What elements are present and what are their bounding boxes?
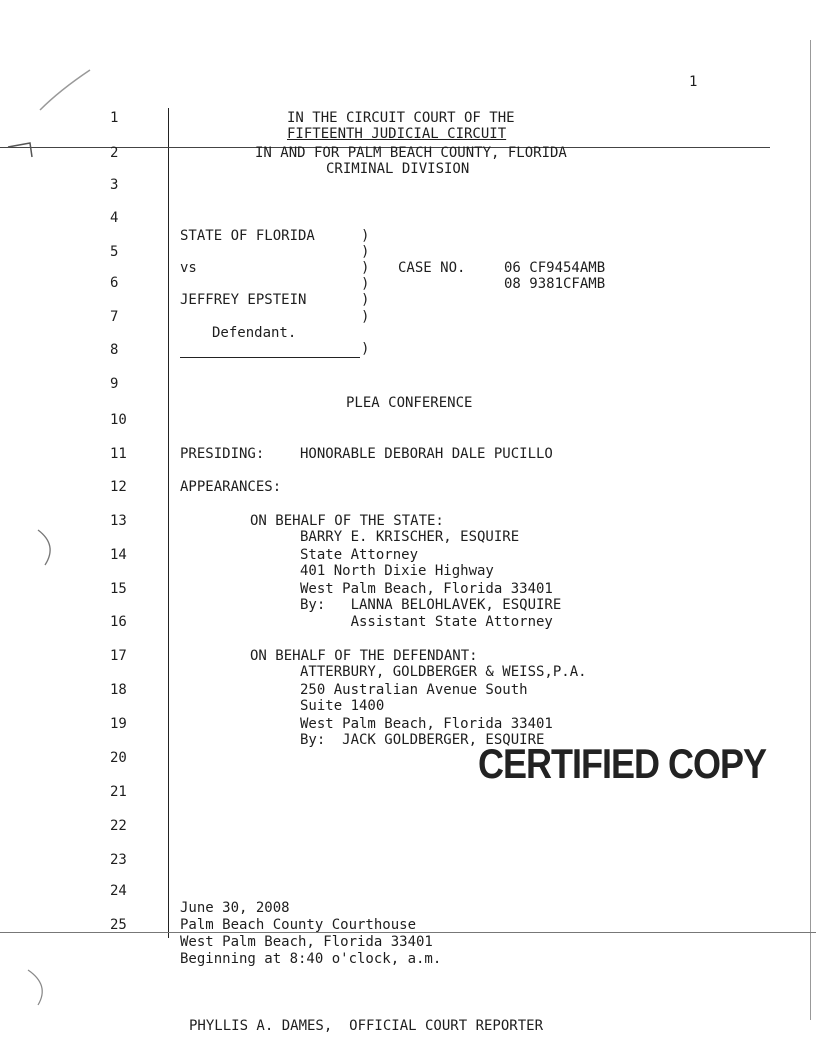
case-number-2: 08 9381CFAMB (504, 276, 606, 292)
line-number: 7 (110, 309, 119, 325)
state-line: West Palm Beach, Florida 33401 (300, 581, 553, 597)
court-reporter-footer: PHYLLIS A. DAMES, OFFICIAL COURT REPORTER (189, 1018, 544, 1034)
presiding-label: PRESIDING: (180, 446, 265, 462)
defense-line: 250 Australian Avenue South (300, 682, 528, 698)
proceeding-city: West Palm Beach, Florida 33401 (180, 934, 433, 950)
presiding-judge: HONORABLE DEBORAH DALE PUCILLO (300, 446, 553, 462)
defense-line: ATTERBURY, GOLDBERGER & WEISS,P.A. (300, 664, 587, 680)
proceeding-location: Palm Beach County Courthouse (180, 917, 417, 933)
margin-scribble-mark (20, 960, 60, 1010)
caption-bracket: ) (361, 309, 370, 325)
court-header-line-4: CRIMINAL DIVISION (326, 161, 470, 177)
line-number: 21 (110, 784, 127, 800)
line-number: 23 (110, 852, 127, 868)
line-number: 6 (110, 275, 119, 291)
line-number: 24 (110, 883, 127, 899)
line-number: 11 (110, 446, 127, 462)
state-line: State Attorney (300, 547, 419, 563)
caption-bracket: ) (361, 228, 370, 244)
line-number: 14 (110, 547, 127, 563)
proceeding-time: Beginning at 8:40 o'clock, a.m. (180, 951, 442, 967)
line-number: 3 (110, 177, 119, 193)
caption-bracket: ) (361, 244, 370, 260)
case-number-label: CASE NO. (398, 260, 466, 276)
proceeding-date: June 30, 2008 (180, 900, 290, 916)
line-number: 8 (110, 342, 119, 358)
state-line: BARRY E. KRISCHER, ESQUIRE (300, 529, 520, 545)
margin-scribble-mark (30, 525, 70, 570)
caption-vs: vs (180, 260, 197, 276)
caption-bracket: ) (361, 276, 370, 292)
state-line: 401 North Dixie Highway (300, 563, 494, 579)
left-margin-rule (168, 108, 169, 938)
line-number: 5 (110, 244, 119, 260)
defense-line: West Palm Beach, Florida 33401 (300, 716, 553, 732)
line-number: 17 (110, 648, 127, 664)
line-number: 22 (110, 818, 127, 834)
line-number: 10 (110, 412, 127, 428)
appearances-label: APPEARANCES: (180, 479, 282, 495)
line-number: 25 (110, 917, 127, 933)
line-number: 2 (110, 145, 119, 161)
line-number: 12 (110, 479, 127, 495)
defense-heading: ON BEHALF OF THE DEFENDANT: (250, 648, 478, 664)
line-number: 9 (110, 376, 119, 392)
line-number: 20 (110, 750, 127, 766)
case-number-1: 06 CF9454AMB (504, 260, 606, 276)
state-line: Assistant State Attorney (300, 614, 553, 630)
state-heading: ON BEHALF OF THE STATE: (250, 513, 444, 529)
certified-copy-stamp: CERTIFIED COPY (478, 740, 767, 788)
proceeding-title: PLEA CONFERENCE (346, 395, 473, 411)
right-page-edge (810, 40, 811, 1020)
caption-underline (180, 357, 360, 358)
caption-defendant-name: JEFFREY EPSTEIN (180, 292, 307, 308)
court-header-line-1: IN THE CIRCUIT COURT OF THE (287, 110, 515, 126)
caption-bracket: ) (361, 292, 370, 308)
corner-bracket-mark (0, 135, 50, 165)
state-line: By: LANNA BELOHLAVEK, ESQUIRE (300, 597, 562, 613)
scan-mark (30, 60, 110, 120)
court-header-line-2: FIFTEENTH JUDICIAL CIRCUIT (287, 126, 507, 142)
court-header-line-3: IN AND FOR PALM BEACH COUNTY, FLORIDA (255, 145, 567, 161)
caption-bracket: ) (361, 260, 370, 276)
line-number: 16 (110, 614, 127, 630)
defense-line: By: JACK GOLDBERGER, ESQUIRE (300, 732, 545, 748)
line-number: 1 (110, 110, 119, 126)
line-number: 13 (110, 513, 127, 529)
line-number: 4 (110, 210, 119, 226)
caption-bracket: ) (361, 341, 370, 357)
caption-plaintiff: STATE OF FLORIDA (180, 228, 315, 244)
defense-line: Suite 1400 (300, 698, 385, 714)
line-number: 18 (110, 682, 127, 698)
line-number: 19 (110, 716, 127, 732)
caption-defendant-label: Defendant. (212, 325, 297, 341)
line-number: 15 (110, 581, 127, 597)
page-number: 1 (689, 74, 698, 90)
